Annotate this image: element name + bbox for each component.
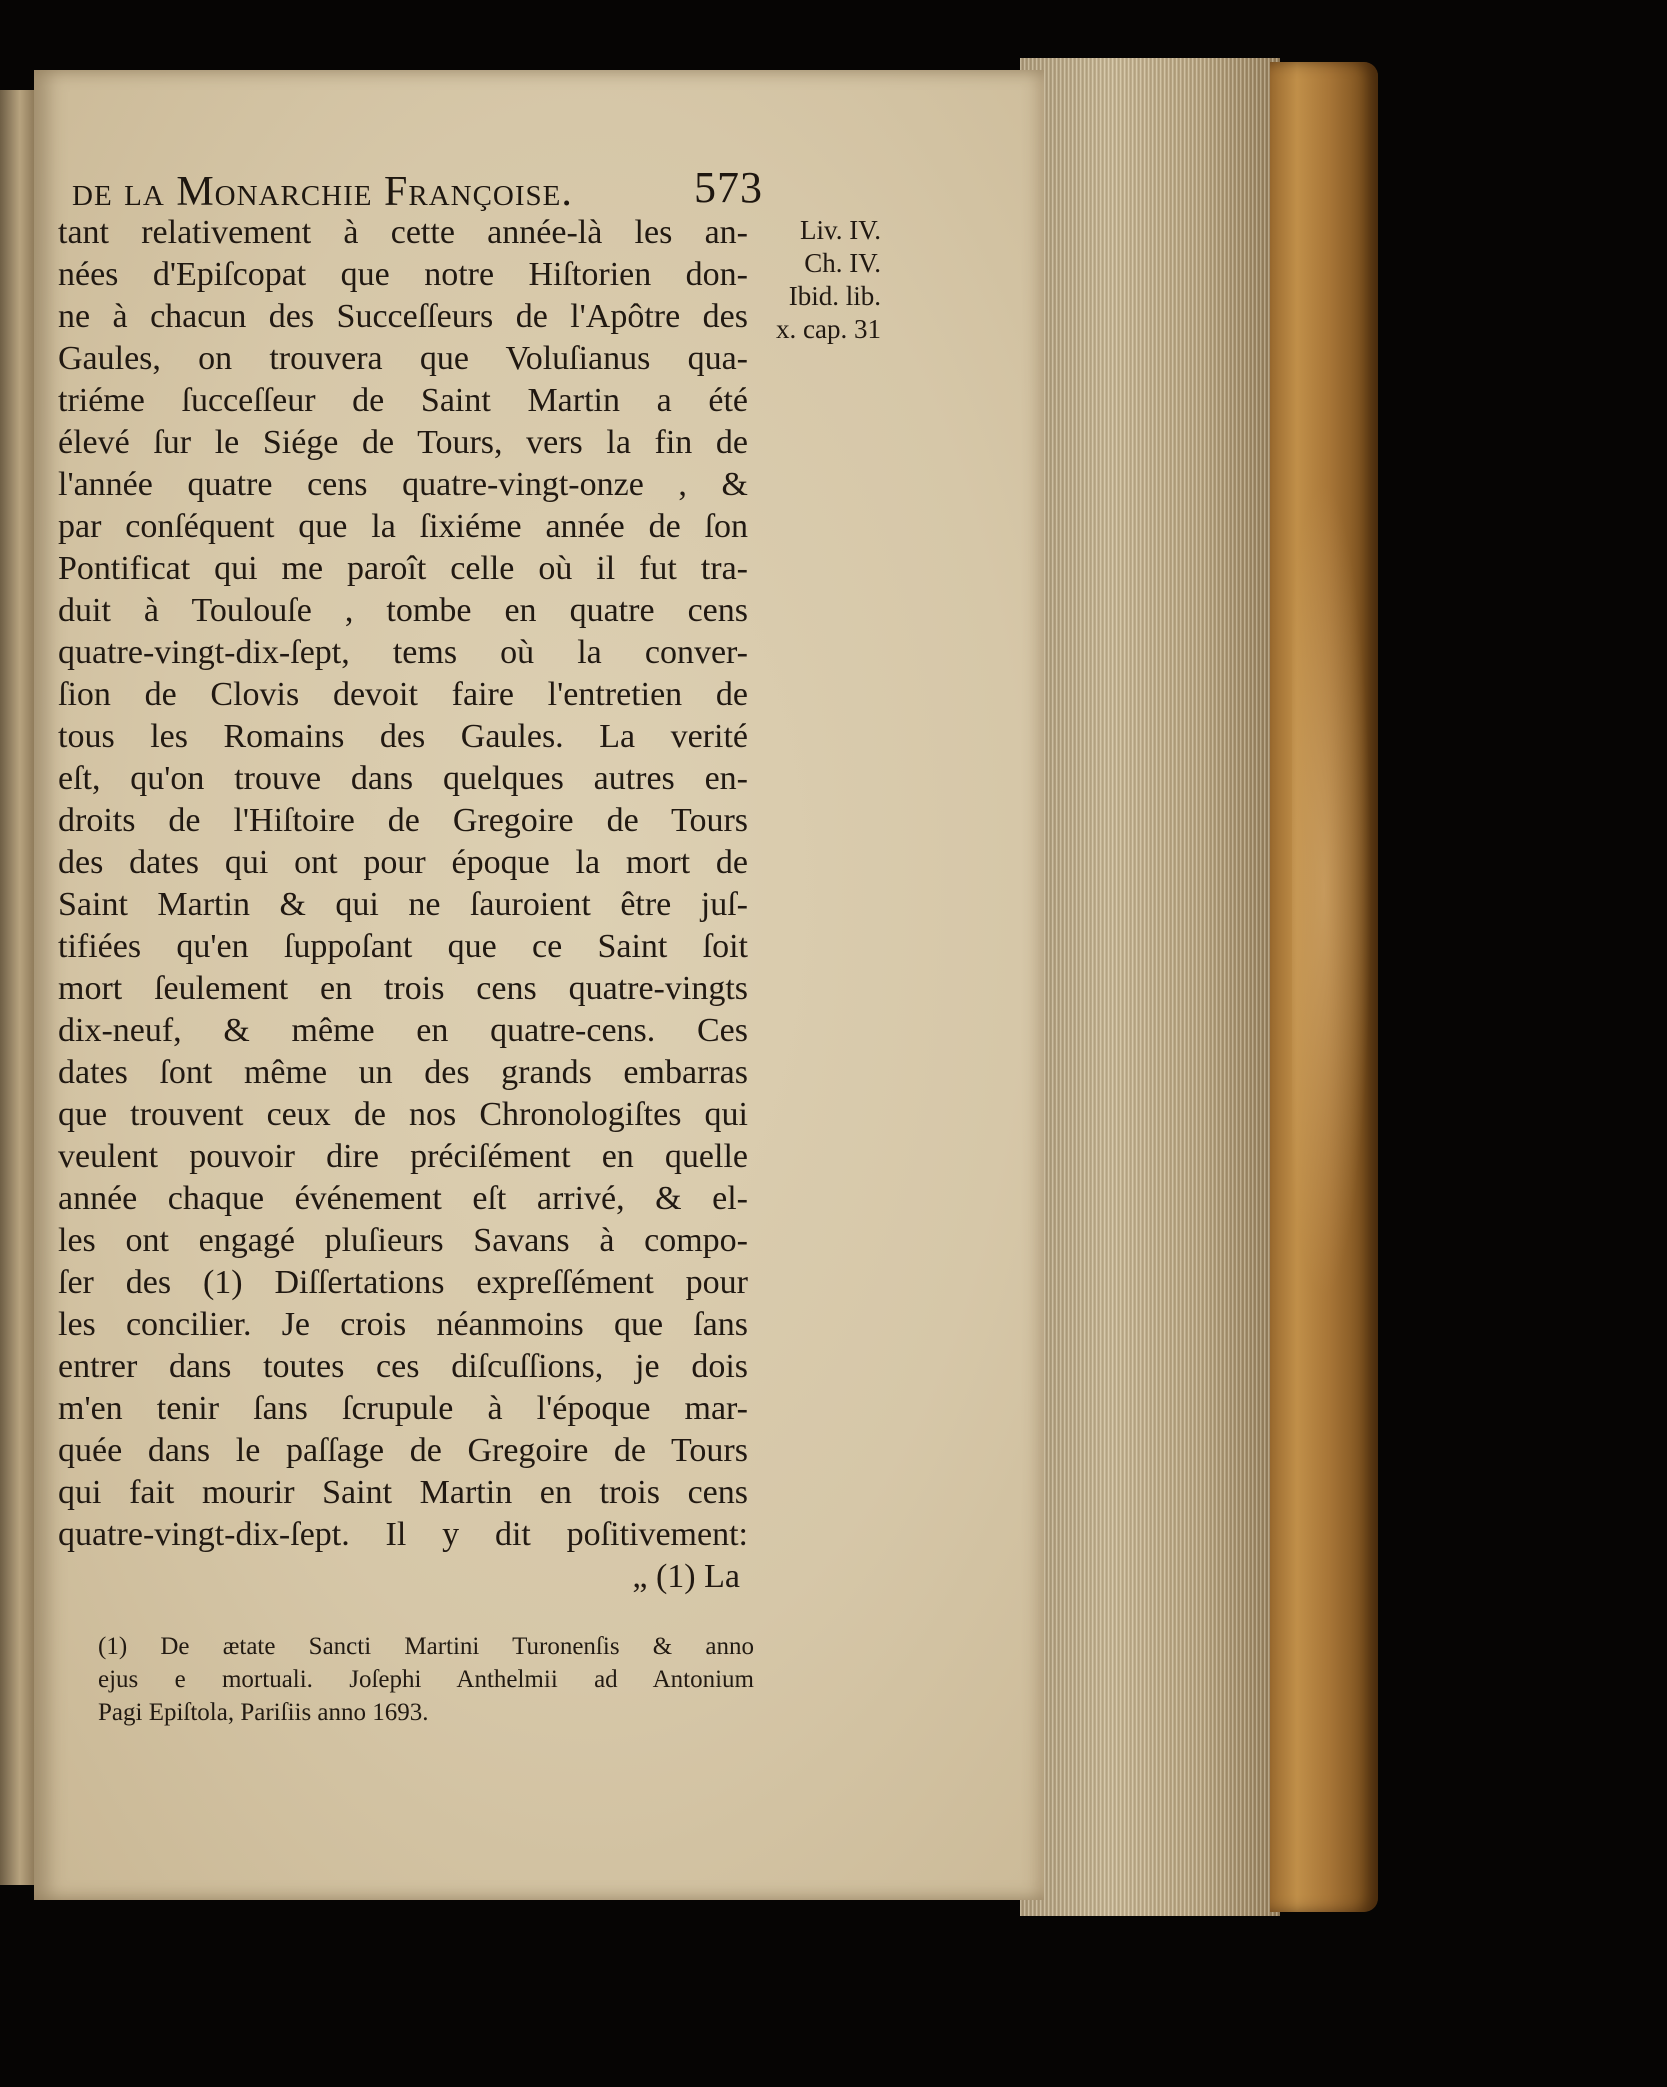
text-line: tant relativement à cette année-là les an- xyxy=(58,214,748,251)
footnote-line: (1) De ætate Sancti Martini Turonenſis & anno xyxy=(98,1633,754,1660)
text-line: eſt, qu'on trouve dans quelques autres en- xyxy=(58,760,748,797)
text-line: droits de l'Hiſtoire de Gregoire de Tours xyxy=(58,802,748,839)
text-line: veulent pouvoir dire préciſément en quelle xyxy=(58,1138,748,1175)
margin-note-line: x. cap. 31 xyxy=(776,314,881,344)
footnote-line: ejus e mortuali. Joſephi Anthelmii ad Antonium xyxy=(98,1666,754,1693)
text-line: nées d'Epiſcopat que notre Hiſtorien don- xyxy=(58,256,748,293)
text-line: les ont engagé pluſieurs Savans à compo- xyxy=(58,1222,748,1259)
text-line: que trouvent ceux de nos Chronologiſtes qui xyxy=(58,1096,748,1133)
text-line: tous les Romains des Gaules. La verité xyxy=(58,718,748,755)
text-line: l'année quatre cens quatre-vingt-onze , & xyxy=(58,466,748,503)
margin-note-line: Liv. IV. xyxy=(800,215,881,245)
previous-page-edge xyxy=(0,90,38,1885)
text-line: année chaque événement eſt arrivé, & el- xyxy=(58,1180,748,1217)
text-line: Gaules, on trouvera que Voluſianus qua- xyxy=(58,340,748,377)
text-line: Saint Martin & qui ne ſauroient être juſ- xyxy=(58,886,748,923)
margin-note-line: Ibid. lib. xyxy=(788,281,881,311)
text-line: Pontificat qui me paroît celle où il fut tra- xyxy=(58,550,748,587)
text-line: élevé ſur le Siége de Tours, vers la fin de xyxy=(58,424,748,461)
text-line: duit à Toulouſe , tombe en quatre cens xyxy=(58,592,748,629)
text-line: quée dans le paſſage de Gregoire de Tours xyxy=(58,1432,748,1469)
page-number: 573 xyxy=(694,163,763,212)
text-line: par conſéquent que la ſixiéme année de ſon xyxy=(58,508,748,545)
margin-note-line: Ch. IV. xyxy=(804,248,881,278)
text-line: dix-neuf, & même en quatre-cens. Ces xyxy=(58,1012,748,1049)
text-line: quatre-vingt-dix-ſept, tems où la conver- xyxy=(58,634,748,671)
text-line: triéme ſucceſſeur de Saint Martin a été xyxy=(58,382,748,419)
text-line: mort ſeulement en trois cens quatre-vingts xyxy=(58,970,748,1007)
text-line: qui fait mourir Saint Martin en trois cens xyxy=(58,1474,748,1511)
text-line: entrer dans toutes ces diſcuſſions, je dois xyxy=(58,1348,748,1385)
text-line: tifiées qu'en ſuppoſant que ce Saint ſoit xyxy=(58,928,748,965)
text-line: quatre-vingt-dix-ſept. Il y dit poſitivement: xyxy=(58,1516,748,1553)
marginal-notes xyxy=(756,214,881,346)
text-line: dates ſont même un des grands embarras xyxy=(58,1054,748,1091)
footnote xyxy=(98,1630,754,1729)
main-text-block xyxy=(58,212,748,1598)
text-line: les concilier. Je crois néanmoins que ſans xyxy=(58,1306,748,1343)
text-line: des dates qui ont pour époque la mort de xyxy=(58,844,748,881)
text-line: ſer des (1) Diſſertations expreſſément pour xyxy=(58,1264,748,1301)
text-line: ſion de Clovis devoit faire l'entretien de xyxy=(58,676,748,713)
footnote-line: Pagi Epiſtola, Pariſiis anno 1693. xyxy=(98,1699,429,1726)
text-line: ne à chacun des Succeſſeurs de l'Apôtre des xyxy=(58,298,748,335)
page-block-edges xyxy=(1020,58,1280,1916)
text-line: m'en tenir ſans ſcrupule à l'époque mar- xyxy=(58,1390,748,1427)
cover-wear xyxy=(1292,480,1372,1300)
running-title: de la Monarchie Françoise. xyxy=(72,169,573,215)
catchword-line: „ (1) La xyxy=(632,1558,740,1595)
